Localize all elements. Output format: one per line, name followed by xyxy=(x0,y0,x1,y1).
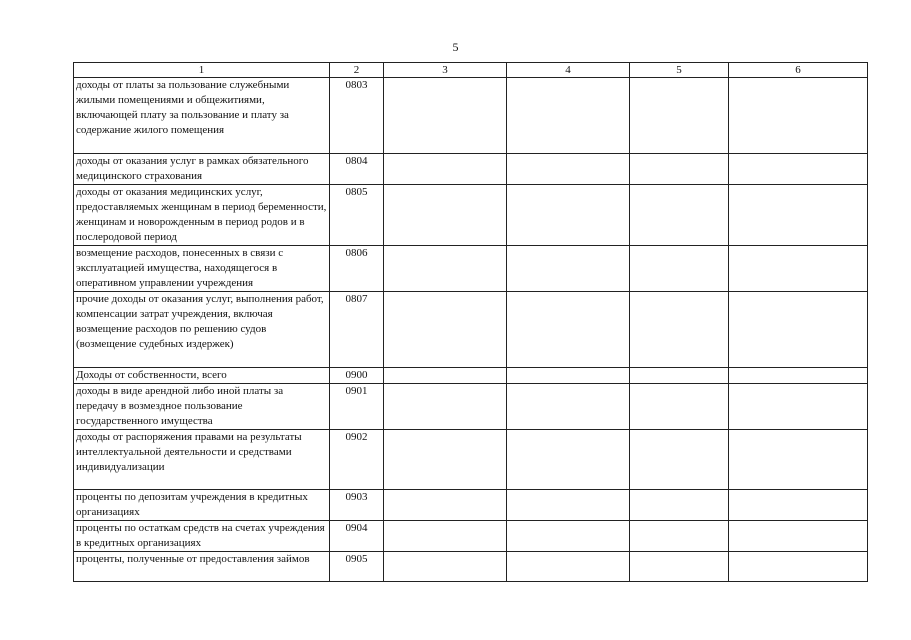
cell-col-3 xyxy=(384,552,507,582)
cell-col-4 xyxy=(507,384,630,430)
cell-col-6 xyxy=(729,292,868,368)
cell-col-4 xyxy=(507,154,630,185)
table-row xyxy=(74,246,868,292)
cell-col-6 xyxy=(729,154,868,185)
cell-col-5 xyxy=(630,368,729,384)
cell-col-3 xyxy=(384,490,507,521)
cell-col-5 xyxy=(630,185,729,246)
cell-col-5 xyxy=(630,154,729,185)
row-code: 0902 xyxy=(330,430,384,490)
cell-col-5 xyxy=(630,490,729,521)
table-row xyxy=(74,78,868,154)
cell-col-6 xyxy=(729,78,868,154)
row-name: доходы от распоряжения правами на результаты интеллектуальной деятельности и средствами индивидуализации xyxy=(74,430,330,490)
header-col-5: 5 xyxy=(630,63,729,78)
header-col-6: 6 xyxy=(729,63,868,78)
cell-col-3 xyxy=(384,292,507,368)
cell-col-3 xyxy=(384,185,507,246)
table-row xyxy=(74,552,868,582)
row-name: доходы в виде арендной либо иной платы за передачу в возмездное пользование государственного имущества xyxy=(74,384,330,430)
header-col-1: 1 xyxy=(74,63,330,78)
cell-col-5 xyxy=(630,430,729,490)
page-number: 5 xyxy=(452,40,459,54)
row-name: доходы от оказания услуг в рамках обязательного медицинского страхования xyxy=(74,154,330,185)
table-row xyxy=(74,185,868,246)
cell-col-3 xyxy=(384,78,507,154)
row-code: 0804 xyxy=(330,154,384,185)
cell-col-4 xyxy=(507,552,630,582)
cell-col-3 xyxy=(384,430,507,490)
header-row xyxy=(74,63,868,78)
row-code: 0903 xyxy=(330,490,384,521)
report-table xyxy=(73,62,868,582)
row-code: 0805 xyxy=(330,185,384,246)
cell-col-4 xyxy=(507,246,630,292)
header-col-3: 3 xyxy=(384,63,507,78)
cell-col-4 xyxy=(507,521,630,552)
cell-col-4 xyxy=(507,185,630,246)
cell-col-6 xyxy=(729,368,868,384)
cell-col-6 xyxy=(729,521,868,552)
cell-col-3 xyxy=(384,154,507,185)
cell-col-4 xyxy=(507,368,630,384)
row-name: проценты по остаткам средств на счетах учреждения в кредитных организациях xyxy=(74,521,330,552)
cell-col-5 xyxy=(630,521,729,552)
cell-col-3 xyxy=(384,246,507,292)
cell-col-6 xyxy=(729,552,868,582)
row-code: 0905 xyxy=(330,552,384,582)
table-row xyxy=(74,384,868,430)
cell-col-4 xyxy=(507,292,630,368)
cell-col-6 xyxy=(729,490,868,521)
cell-col-4 xyxy=(507,490,630,521)
row-name: прочие доходы от оказания услуг, выполнения работ, компенсации затрат учреждения, включая возмещение расходов по решению судов (возмещение судебных издержек) xyxy=(74,292,330,368)
header-col-4: 4 xyxy=(507,63,630,78)
cell-col-5 xyxy=(630,552,729,582)
cell-col-6 xyxy=(729,384,868,430)
cell-col-6 xyxy=(729,246,868,292)
table-row xyxy=(74,521,868,552)
row-name: доходы от оказания медицинских услуг, предоставляемых женщинам в период беременности, женщинам и новорожденным в период родов и в послеродовой период xyxy=(74,185,330,246)
row-code: 0807 xyxy=(330,292,384,368)
table-row xyxy=(74,430,868,490)
cell-col-5 xyxy=(630,78,729,154)
cell-col-6 xyxy=(729,430,868,490)
cell-col-4 xyxy=(507,430,630,490)
table-row xyxy=(74,292,868,368)
cell-col-6 xyxy=(729,185,868,246)
row-name: возмещение расходов, понесенных в связи с эксплуатацией имущества, находящегося в оперативном управлении учреждения xyxy=(74,246,330,292)
header-col-2: 2 xyxy=(330,63,384,78)
cell-col-5 xyxy=(630,292,729,368)
table-row xyxy=(74,368,868,384)
table-row xyxy=(74,154,868,185)
table-row xyxy=(74,490,868,521)
row-code: 0803 xyxy=(330,78,384,154)
row-name: доходы от платы за пользование служебными жилыми помещениями и общежитиями, включающей плату за пользование и плату за содержание жилого помещения xyxy=(74,78,330,154)
row-code: 0904 xyxy=(330,521,384,552)
cell-col-3 xyxy=(384,384,507,430)
cell-col-3 xyxy=(384,368,507,384)
row-name: проценты по депозитам учреждения в кредитных организациях xyxy=(74,490,330,521)
cell-col-4 xyxy=(507,78,630,154)
row-code: 0806 xyxy=(330,246,384,292)
row-name: Доходы от собственности, всего xyxy=(74,368,330,384)
row-code: 0901 xyxy=(330,384,384,430)
cell-col-3 xyxy=(384,521,507,552)
row-code: 0900 xyxy=(330,368,384,384)
row-name: проценты, полученные от предоставления займов xyxy=(74,552,330,582)
cell-col-5 xyxy=(630,384,729,430)
cell-col-5 xyxy=(630,246,729,292)
